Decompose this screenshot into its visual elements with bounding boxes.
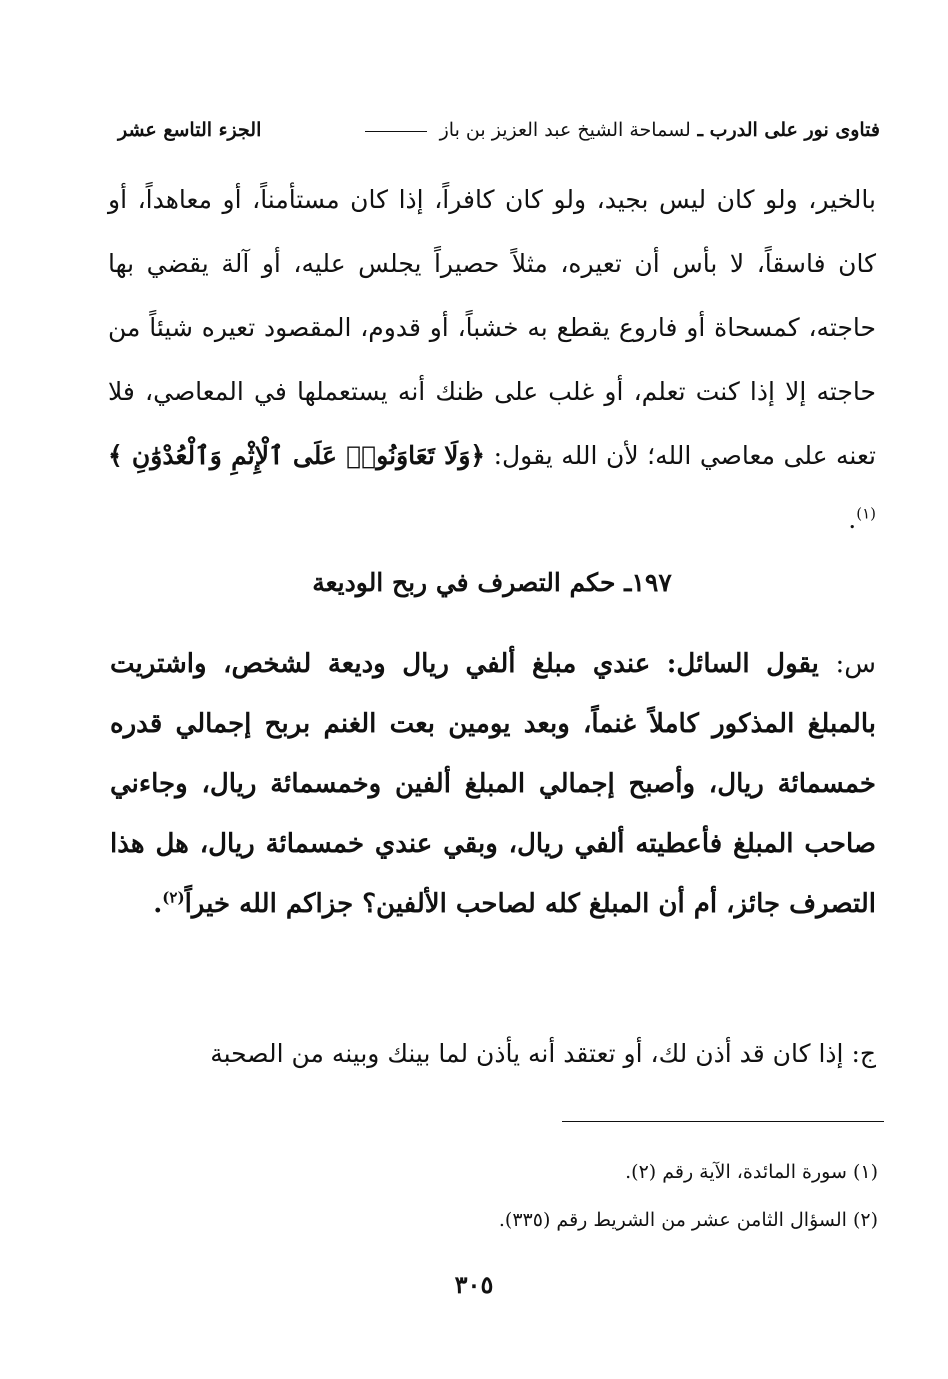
question-block [110,634,876,934]
header-book-title: فتاوى نور على الدرب [709,119,880,141]
header-author: لسماحة الشيخ عبد العزيز بن باز [439,119,691,141]
question-text: يقول السائل: عندي مبلغ ألفي ريال وديعة لشخص، واشتريت بالمبلغ المذكور كاملاً غنماً، وبعد يومين بعت الغنم بربح إجمالي قدره خمسمائة ريال، وأصبح إجمالي المبلغ ألفين وخمسمائة ريال، وجاءني صاحب المبلغ فأعطيته ألفي ريال، وبقي عندي خمسمائة ريال، هل هذا التصرف جائز، أم أن المبلغ كله لصاحب الألفين؟ جزاكم الله خيراً [110,649,876,919]
footnotes [108,1148,878,1244]
section-dash: ـ [624,568,632,597]
section-heading [108,558,876,608]
running-header [118,112,880,148]
footnote-ref-1[interactable]: (١) [856,504,876,523]
answer-label: ج: [851,1039,876,1068]
section-number: ١٩٧ [631,568,672,597]
question-end: . [153,889,163,919]
footnote-ref-2[interactable]: (٢) [162,888,185,907]
footnote-1: (١) سورة المائدة، الآية رقم (٢). [625,1161,878,1183]
paragraph-text: بالخير، ولو كان ليس بجيد، ولو كان كافراً، إذا كان مستأمناً، أو معاهداً، أو كان فاسقاً، لا بأس أن تعيره، مثلاً حصيراً يجلس عليه، أو آلة يقضي بها حاجته، كمسحاة أو فاروع يقطع به خشباً، أو قدوم، المقصود تعيره شيئاً من حاجته إلا إذا كنت تعلم، أو غلب على ظنك أنه يستعملها في المعاصي، فلا تعنه على معاصي الله؛ لأن الله يقول: [108,185,876,470]
quran-verse: ﴿وَلَا تَعَاوَنُوا۟ عَلَى ٱلْإِثْمِ وَٱلْعُدْوَٰنِ ﴾ [108,441,486,470]
header-rule [365,131,427,132]
continued-paragraph [108,168,876,552]
question-label: س: [835,649,876,679]
answer-block [110,1024,876,1084]
footnote-2: (٢) السؤال الثامن عشر من الشريط رقم (٣٣٥). [498,1209,878,1231]
footnote-divider [562,1121,884,1122]
header-separator: ـ [697,119,704,141]
page-number: ٣٠٥ [454,1270,494,1299]
answer-text: إذا كان قد أذن لك، أو تعتقد أنه يأذن لما بينك وبينه من الصحبة [210,1039,844,1068]
header-title-author [359,119,880,141]
paragraph-end: . [848,505,857,534]
section-title: حكم التصرف في ربح الوديعة [312,568,616,597]
header-part: الجزء التاسع عشر [118,119,262,141]
